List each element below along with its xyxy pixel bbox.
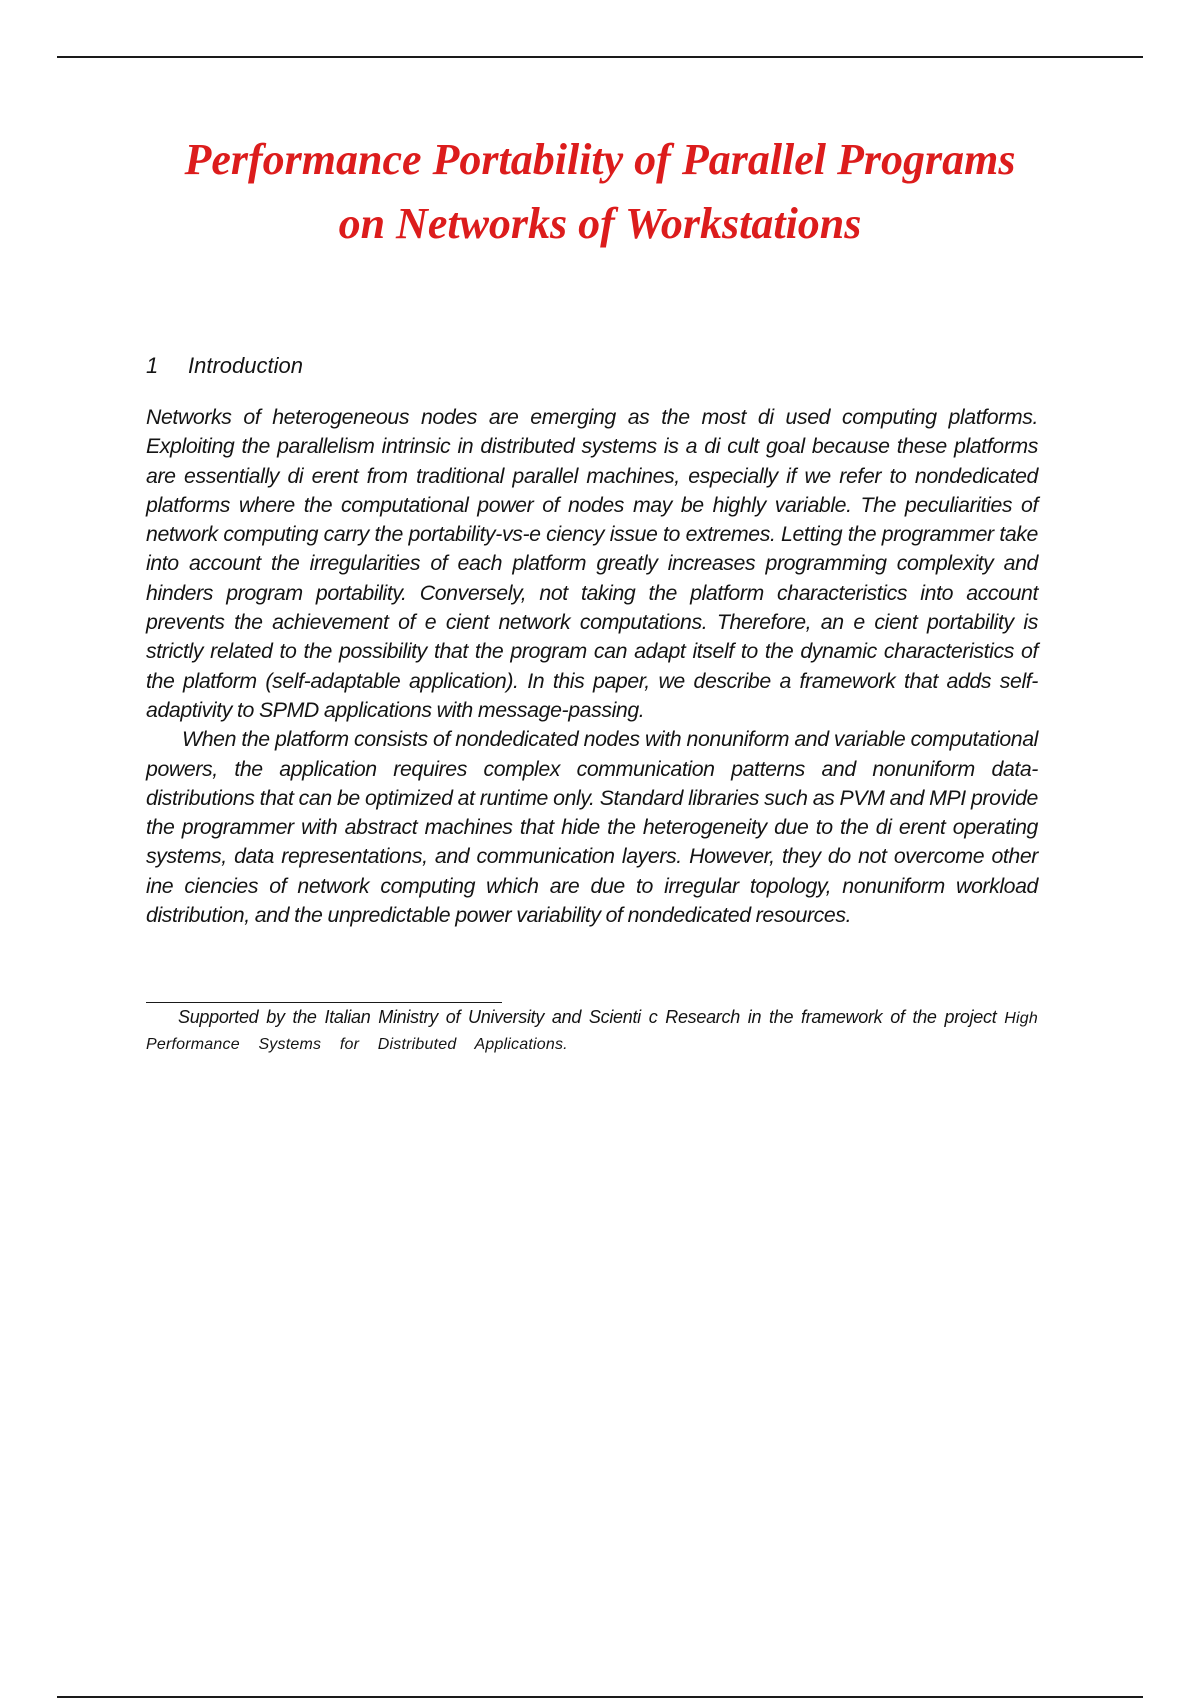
paragraph: Networks of heterogeneous nodes are emerging as the most di used computing platforms. Exploiting the parallelism intrinsic in distributed systems is a di cult goal because these platforms are essentially di erent from traditional parallel machines, especially if we refer to nondedicated platforms where the computational power of nodes may be highly variable. The peculiarities of network computing carry the portability-vs-e ciency issue to extremes. Letting the programmer take into account the irregularities of each platform greatly increases programming complexity and hinders program portability. Conversely, not taking the platform characteristics into account prevents the achievement of e cient network computations. Therefore, an e cient portability is strictly related to the possibility that the program can adapt itself to the dynamic characteristics of the platform (self-adaptable application). In this paper, we describe a framework that adds self-adaptivity to SPMD applications with message-passing. — [146, 405, 1038, 722]
section-heading — [146, 352, 303, 380]
section-number: 1 — [146, 353, 159, 378]
section-title: Introduction — [188, 353, 303, 378]
footnote-rule — [146, 1002, 502, 1003]
footnote-project-name: High Performance Systems for Distributed Applications. — [146, 1010, 1038, 1053]
title-line-2: on Networks of Workstations — [338, 199, 862, 248]
section-body — [146, 403, 1038, 930]
header-rule — [57, 56, 1143, 58]
footnote-text: Supported by the Italian Ministry of University and Scienti c Research in the framework of the project — [178, 1007, 997, 1027]
footnote — [146, 1005, 1038, 1057]
paragraph: When the platform consists of nondedicated nodes with nonuniform and variable computational powers, the application requires complex communication patterns and nonuniform data-distributions that can be optimized at runtime only. Standard libraries such as PVM and MPI provide the programmer with abstract machines that hide the heterogeneity due to the di erent operating systems, data representations, and communication layers. However, they do not overcome other ine ciencies of network computing which are due to irregular topology, nonuniform workload distribution, and the unpredictable power variability of nondedicated resources. — [146, 727, 1038, 928]
title-line-1: Performance Portability of Parallel Programs — [184, 135, 1016, 184]
paper-title — [100, 128, 1100, 256]
footer-rule — [57, 1696, 1143, 1698]
